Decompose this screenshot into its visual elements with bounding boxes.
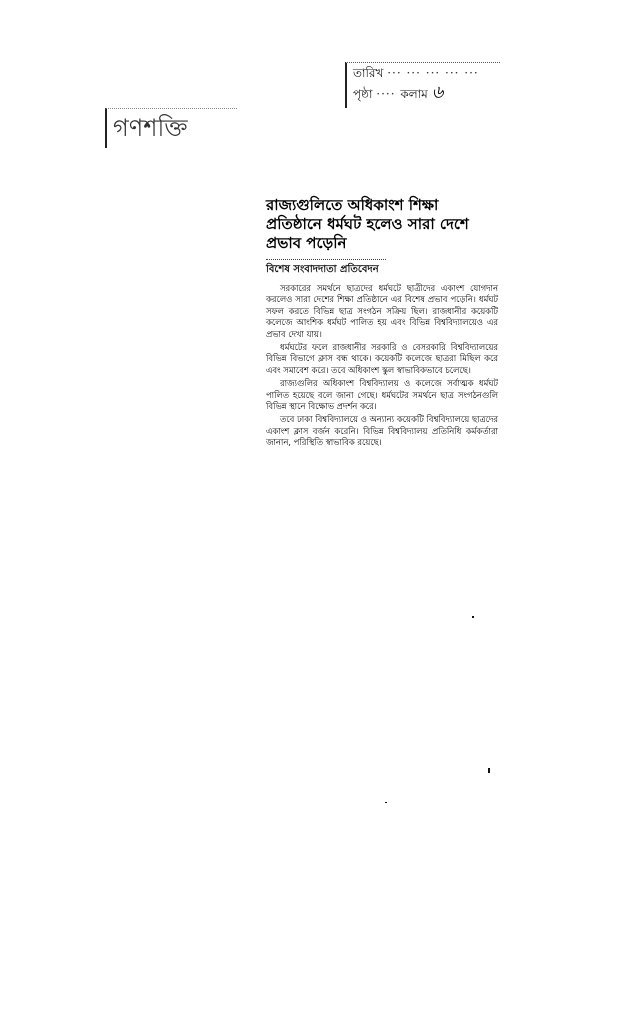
- stamp-date-row: [353, 63, 500, 83]
- article-body: [266, 283, 498, 449]
- article-paragraph: ধর্মঘটের ফলে রাজধানীর সরকারি ও বেসরকারি বিশ্ববিদ্যালয়ের বিভিন্ন বিভাগে ক্লাস বন্ধ থাকে। কয়েকটি কলেজে ছাত্ররা মিছিল করে এবং সমাবেশ করে। তবে অধিকাংশ স্কুল স্বাভাবিকভাবে চলেছে।: [266, 342, 498, 375]
- stamp-dots: ··· ··· ··· ··· ···: [387, 66, 479, 80]
- article-byline: বিশেষ সংবাদদাতা প্রতিবেদন: [266, 259, 386, 279]
- archive-stamp: [345, 62, 500, 108]
- newspaper-clipping: [266, 182, 498, 451]
- stamp-page-number: ৬: [431, 82, 444, 103]
- stamp-dots: ····: [376, 87, 401, 101]
- article-paragraph: সরকারের সমর্থনে ছাত্রদের ধর্মঘটে ছাত্রীদের একাংশ যোগদান করলেও সারা দেশের শিক্ষা প্রতিষ্ঠানে এর বিশেষ প্রভাব পড়েনি। ধর্মঘট সফল করতে বিভিন্ন ছাত্র সংগঠন সক্রিয় ছিল। রাজধানীর কয়েকটি কলেজে আংশিক ধর্মঘট পালিত হয় এবং বিভিন্ন বিশ্ববিদ্যালয়েও এর প্রভাব দেখা যায়।: [266, 283, 498, 339]
- stamp-date-label: তারিখ: [353, 66, 384, 80]
- stamp-page-label: পৃষ্ঠা: [353, 87, 373, 101]
- article-paragraph: তবে ঢাকা বিশ্ববিদ্যালয়ে ও অন্যান্য কয়েকটি বিশ্ববিদ্যালয়ে ছাত্রদের একাংশ ক্লাস বর্জন করেনি। বিভিন্ন বিশ্ববিদ্যালয় প্রতিনিধি কর্মকর্তারা জানান, পরিস্থিতি স্বাভাবিক রয়েছে।: [266, 414, 498, 448]
- article-paragraph: রাজ্যগুলির অধিকাংশ বিশ্ববিদ্যালয় ও কলেজে সর্বাত্মক ধর্মঘট পালিত হয়েছে বলে জানা গেছে। ধর্মঘটের সমর্থনে ছাত্র সংগঠনগুলি বিভিন্ন স্থানে বিক্ষোভ প্রদর্শন করে।: [266, 378, 498, 412]
- newspaper-masthead: গণশক্তি: [105, 108, 237, 148]
- article-headline: রাজ্যগুলিতে অধিকাংশ শিক্ষা প্রতিষ্ঠানে ধর্মঘট হলেও সারা দেশে প্রভাব পড়েনি: [266, 196, 469, 252]
- stamp-column-label: কলাম: [400, 87, 428, 101]
- stamp-page-row: [353, 83, 500, 104]
- article-kicker: [266, 182, 498, 192]
